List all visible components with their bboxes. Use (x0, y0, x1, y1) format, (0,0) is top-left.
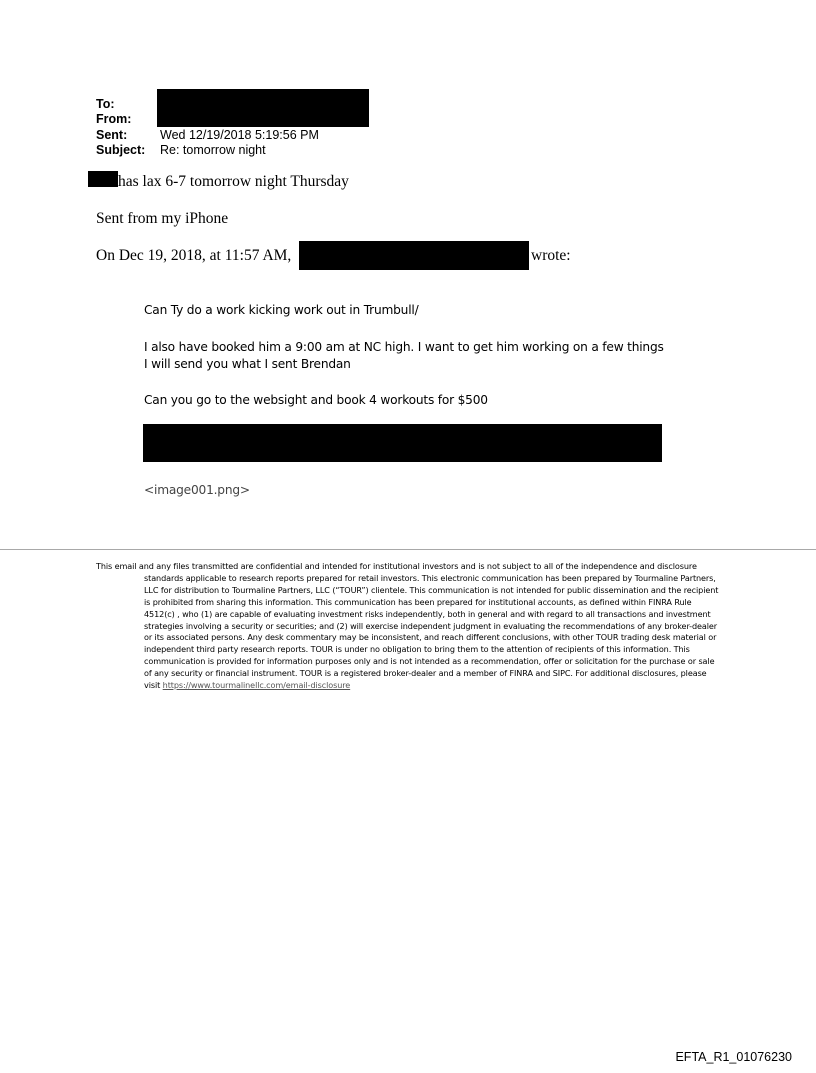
quote-intro-prefix: On Dec 19, 2018, at 11:57 AM, (96, 247, 292, 264)
divider (0, 549, 816, 550)
redaction-to-from (157, 89, 369, 127)
disclaimer (96, 561, 719, 692)
disclosure-link[interactable]: https://www.tourmalinellc.com/email-disclosure (162, 680, 351, 691)
redaction-name (88, 171, 118, 187)
disclaimer-text: This email and any files transmitted are confidential and intended for institutional investors and is not subject to all of the independence and disclosure standards applicable to research reports prepared for retail investors. This electronic communication has been prepared by Tourmaline Partners, LLC for distribution to Tourmaline Partners, LLC (“TOUR”) clientele. This communication is not intended for public dissemination and the recipient is prohibited from sharing this information. This communication has been prepared for institutional accounts, as defined within FINRA Rule 4512(c) , who (1) are capable of evaluating investment risks independently, both in general and with regard to all transactions and investment strategies involving a security or securities; and (2) will exercise independent judgment in evaluating the recommendations of any broker-dealer or its associated persons. Any desk commentary may be inconsistent, and reach different conclusions, with other TOUR trading desk material or independent third party research reports. TOUR is under no obligation to bring them to the attention of recipients of this information. This communication is provided for information purposes only and is not intended as a recommendation, offer or solicitation for the purchase or sale of any security or financial instrument. TOUR is a registered broker-dealer and a member of FINRA and SIPC. For additional disclosures, please visit (96, 561, 719, 691)
quote-intro-suffix: wrote: (531, 247, 571, 264)
to-label: To: (96, 97, 115, 111)
quoted-line-2a: I also have booked him a 9:00 am at NC high. I want to get him working on a few things (144, 340, 664, 354)
sent-label: Sent: (96, 128, 128, 142)
from-label: From: (96, 112, 132, 126)
quoted-line-2b: I will send you what I sent Brendan (144, 357, 351, 371)
attachment-placeholder: <image001.png> (144, 483, 250, 497)
subject-value: Re: tomorrow night (160, 143, 266, 157)
redaction-signature-block (143, 424, 662, 462)
signature-line: Sent from my iPhone (96, 210, 229, 227)
subject-label: Subject: (96, 143, 146, 157)
quoted-line-3: Can you go to the websight and book 4 workouts for $500 (144, 393, 488, 407)
reply-line: has lax 6-7 tomorrow night Thursday (118, 173, 349, 190)
redaction-sender (299, 241, 529, 270)
sent-value: Wed 12/19/2018 5:19:56 PM (160, 128, 319, 142)
document-id: EFTA_R1_01076230 (675, 1050, 792, 1064)
quoted-line-1: Can Ty do a work kicking work out in Trumbull/ (144, 303, 419, 317)
